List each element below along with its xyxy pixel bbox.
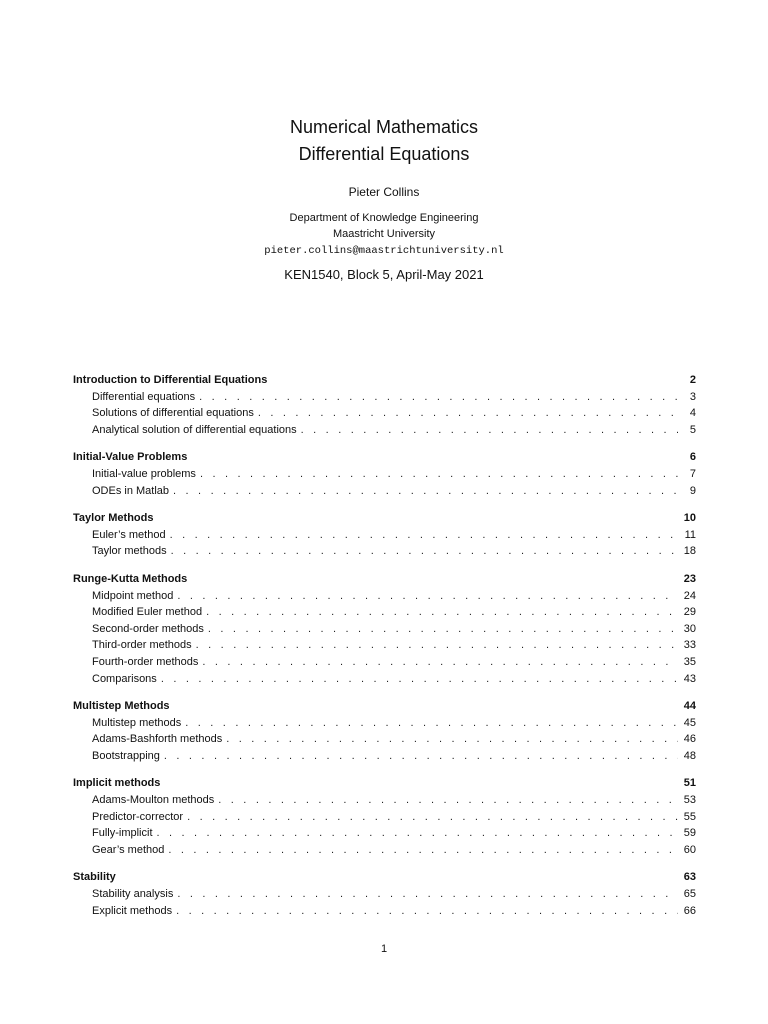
toc-section-title: Adams-Bashforth methods bbox=[92, 733, 223, 746]
toc-section[interactable] bbox=[73, 543, 696, 560]
toc-chapter-page: 10 bbox=[683, 512, 696, 525]
toc-leader-dots bbox=[200, 466, 678, 483]
toc-leader-dots bbox=[199, 389, 678, 406]
toc-section-title: Euler’s method bbox=[92, 528, 166, 541]
toc-section-page: 45 bbox=[683, 716, 696, 729]
toc-section-page: 43 bbox=[683, 672, 696, 685]
toc-leader-dots bbox=[173, 483, 678, 500]
toc-section-page: 11 bbox=[684, 528, 696, 541]
toc-chapter bbox=[73, 571, 696, 687]
title-block bbox=[0, 114, 768, 284]
toc-chapter-page: 51 bbox=[683, 777, 696, 790]
toc-section[interactable] bbox=[73, 621, 696, 638]
toc-chapter-page: 2 bbox=[689, 374, 696, 386]
toc-section-page: 53 bbox=[683, 794, 696, 807]
toc-chapter-title: Introduction to Differential Equations bbox=[73, 374, 268, 386]
toc-chapter-heading[interactable] bbox=[73, 869, 696, 886]
toc-section-title: Predictor-corrector bbox=[92, 810, 184, 823]
toc-chapter-page: 6 bbox=[689, 451, 696, 464]
toc-leader-dots bbox=[196, 637, 678, 654]
toc-leader-dots bbox=[161, 671, 678, 688]
toc-section[interactable] bbox=[73, 809, 696, 826]
toc-section-page: 55 bbox=[683, 810, 696, 823]
toc-chapter-title: Runge-Kutta Methods bbox=[73, 572, 188, 585]
toc-chapter bbox=[73, 372, 696, 438]
toc-section-page: 59 bbox=[683, 827, 696, 840]
toc-leader-dots bbox=[176, 903, 678, 920]
toc-section[interactable] bbox=[73, 886, 696, 903]
toc-chapter bbox=[73, 449, 696, 499]
toc-section-page: 33 bbox=[683, 639, 696, 652]
toc-section[interactable] bbox=[73, 903, 696, 920]
toc-section-page: 3 bbox=[689, 390, 696, 403]
toc-leader-dots bbox=[177, 886, 678, 903]
toc-chapter bbox=[73, 510, 696, 560]
author-email[interactable]: pieter.collins@maastrichtuniversity.nl bbox=[264, 245, 504, 257]
toc-section[interactable] bbox=[73, 792, 696, 809]
toc-section[interactable] bbox=[73, 604, 696, 621]
toc-chapter-heading[interactable] bbox=[73, 698, 696, 715]
toc-section-title: ODEs in Matlab bbox=[92, 484, 170, 497]
toc-leader-dots bbox=[202, 654, 678, 671]
toc-chapter bbox=[73, 869, 696, 919]
toc-section[interactable] bbox=[73, 715, 696, 732]
toc-section[interactable] bbox=[73, 748, 696, 765]
toc-chapter-title: Stability bbox=[73, 871, 116, 884]
toc-section-page: 5 bbox=[689, 423, 696, 436]
toc-section-page: 4 bbox=[689, 407, 696, 420]
toc-section[interactable] bbox=[73, 825, 696, 842]
toc-section-title: Stability analysis bbox=[92, 888, 174, 901]
toc-section-title: Second-order methods bbox=[92, 622, 204, 635]
toc-section-page: 7 bbox=[689, 467, 696, 480]
toc-leader-dots bbox=[168, 842, 678, 859]
toc-leader-dots bbox=[258, 405, 678, 422]
toc-section[interactable] bbox=[73, 527, 696, 544]
toc-leader-dots bbox=[170, 527, 678, 544]
document-title-line-2: Differential Equations bbox=[298, 144, 470, 164]
toc-leader-dots bbox=[301, 422, 678, 439]
toc-section-title: Fully-implicit bbox=[92, 827, 153, 840]
toc-leader-dots bbox=[157, 825, 679, 842]
toc-section-page: 48 bbox=[683, 749, 696, 762]
toc-chapter-title: Initial-Value Problems bbox=[73, 451, 188, 464]
toc-section-title: Explicit methods bbox=[92, 904, 173, 917]
toc-chapter-page: 44 bbox=[683, 700, 696, 713]
toc-section-title: Initial-value problems bbox=[92, 467, 196, 480]
course-info: KEN1540, Block 5, April-May 2021 bbox=[284, 267, 484, 282]
toc-chapter-page: 63 bbox=[683, 871, 696, 884]
toc-chapter bbox=[73, 698, 696, 764]
toc-section-title: Comparisons bbox=[92, 672, 157, 685]
toc-section[interactable] bbox=[73, 422, 696, 439]
toc-section-title: Bootstrapping bbox=[92, 749, 160, 762]
toc-chapter-title: Implicit methods bbox=[73, 777, 161, 790]
toc-chapter-heading[interactable] bbox=[73, 510, 696, 527]
toc-leader-dots bbox=[226, 731, 678, 748]
toc-section-title: Multistep methods bbox=[92, 716, 182, 729]
toc-leader-dots bbox=[206, 604, 678, 621]
toc-section-page: 24 bbox=[683, 589, 696, 602]
document-title-line-1: Numerical Mathematics bbox=[289, 117, 479, 137]
toc-section[interactable] bbox=[73, 483, 696, 500]
toc-section[interactable] bbox=[73, 405, 696, 422]
toc-section-page: 46 bbox=[683, 733, 696, 746]
toc-section[interactable] bbox=[73, 842, 696, 859]
toc-chapter-heading[interactable] bbox=[73, 372, 696, 389]
university: Maastricht University bbox=[332, 228, 436, 240]
toc-leader-dots bbox=[187, 809, 678, 826]
toc-leader-dots bbox=[208, 621, 678, 638]
toc-section-title: Fourth-order methods bbox=[92, 655, 199, 668]
toc-section-page: 60 bbox=[683, 843, 696, 856]
toc-leader-dots bbox=[185, 715, 678, 732]
toc-section-title: Adams-Moulton methods bbox=[92, 794, 215, 807]
toc-chapter-heading[interactable] bbox=[73, 449, 696, 466]
toc-section-page: 29 bbox=[683, 606, 696, 619]
toc-section-page: 9 bbox=[689, 484, 696, 497]
toc-chapter-title: Multistep Methods bbox=[73, 700, 170, 713]
toc-section-title: Third-order methods bbox=[92, 639, 192, 652]
toc-section-page: 65 bbox=[683, 888, 696, 901]
toc-section[interactable] bbox=[73, 654, 696, 671]
table-of-contents bbox=[73, 372, 696, 930]
toc-section[interactable] bbox=[73, 588, 696, 605]
toc-section-title: Differential equations bbox=[92, 390, 196, 403]
toc-section-page: 66 bbox=[683, 904, 696, 917]
toc-leader-dots bbox=[218, 792, 678, 809]
toc-leader-dots bbox=[177, 588, 678, 605]
department: Department of Knowledge Engineering bbox=[289, 212, 479, 224]
toc-section-page: 18 bbox=[683, 545, 696, 558]
toc-section[interactable] bbox=[73, 637, 696, 654]
toc-section[interactable] bbox=[73, 671, 696, 688]
toc-chapter-page: 23 bbox=[683, 572, 696, 585]
toc-chapter-heading[interactable] bbox=[73, 775, 696, 792]
toc-leader-dots bbox=[171, 543, 678, 560]
toc-section-page: 35 bbox=[683, 655, 696, 668]
toc-section[interactable] bbox=[73, 731, 696, 748]
toc-section-title: Midpoint method bbox=[92, 589, 174, 602]
toc-section-title: Gear’s method bbox=[92, 843, 165, 856]
toc-chapter-title: Taylor Methods bbox=[73, 512, 154, 525]
toc-section[interactable] bbox=[73, 466, 696, 483]
toc-chapter bbox=[73, 775, 696, 858]
toc-section-title: Taylor methods bbox=[92, 545, 167, 558]
toc-section-page: 30 bbox=[683, 622, 696, 635]
toc-leader-dots bbox=[164, 748, 678, 765]
author-name: Pieter Collins bbox=[348, 185, 420, 199]
toc-chapter-heading[interactable] bbox=[73, 571, 696, 588]
toc-section[interactable] bbox=[73, 389, 696, 406]
toc-section-title: Solutions of differential equations bbox=[92, 407, 254, 420]
toc-section-title: Analytical solution of differential equations bbox=[92, 423, 297, 436]
toc-section-title: Modified Euler method bbox=[92, 606, 203, 619]
page-number-footer: 1 bbox=[380, 943, 388, 955]
